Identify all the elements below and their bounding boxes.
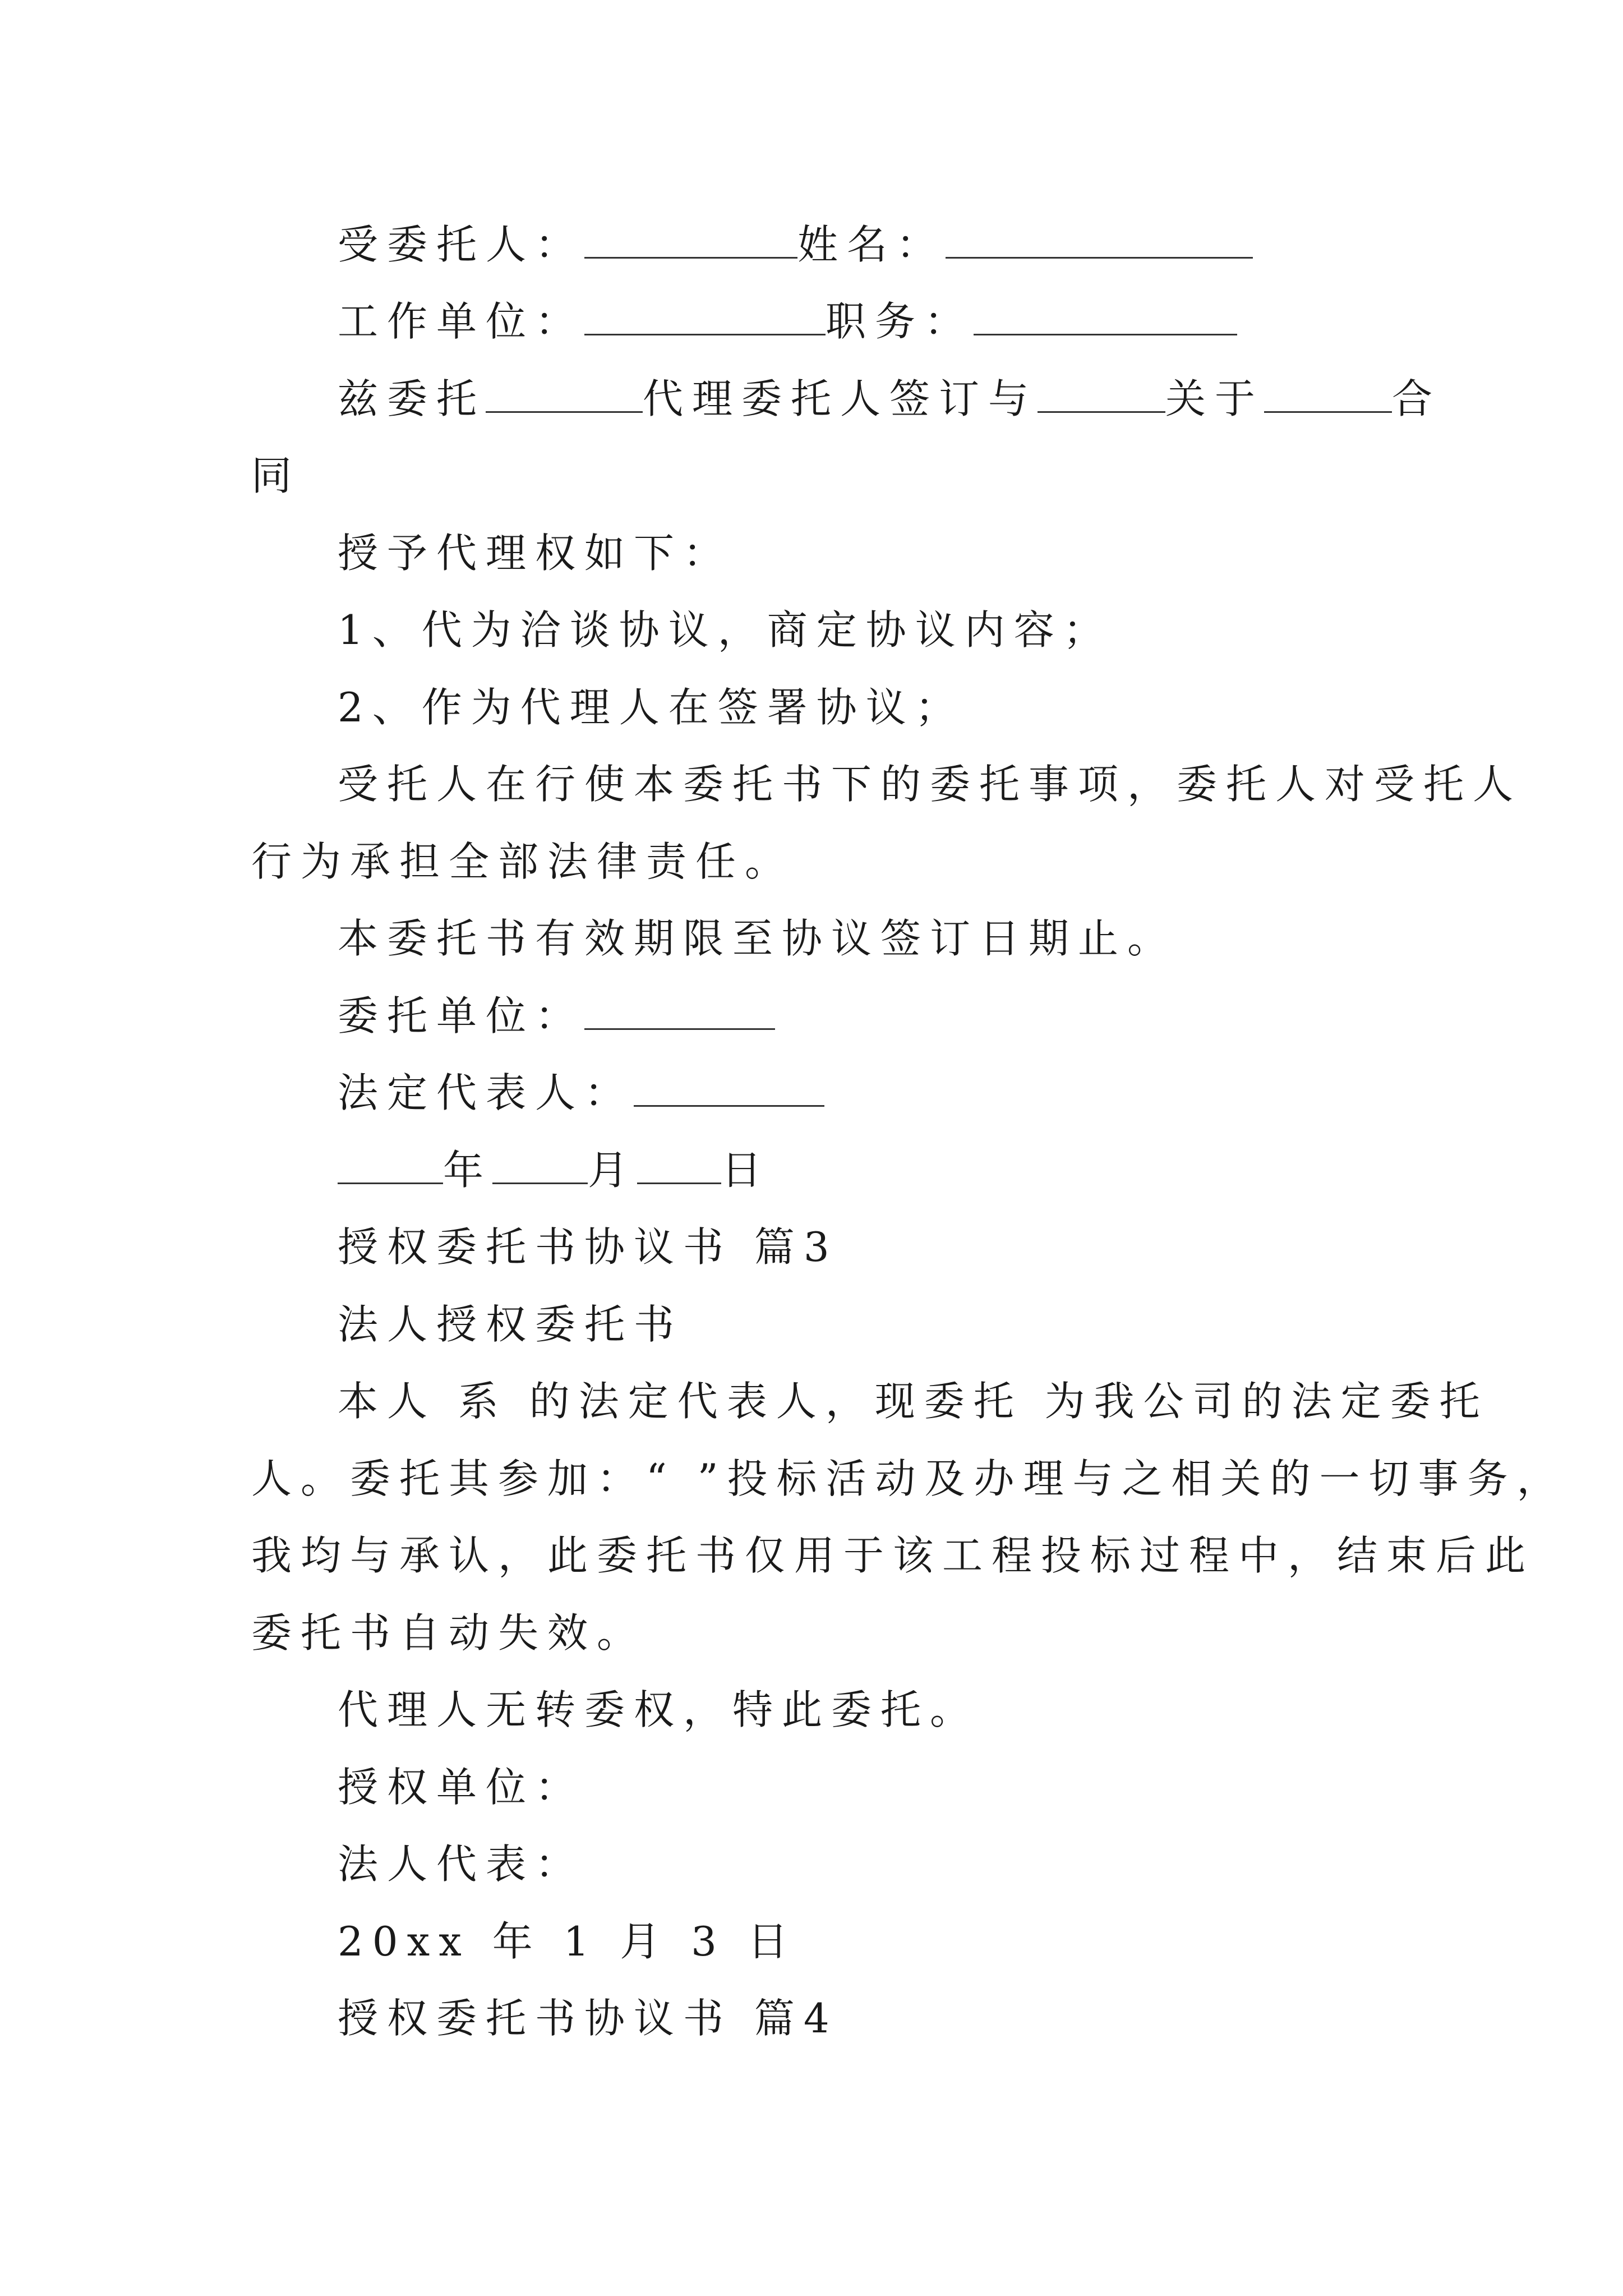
section-3-date: 20xx 年 1 月 3 日 [338, 1918, 797, 1965]
authorization-part-2: 代理委托人签订与 [643, 375, 1038, 422]
day-blank [637, 1150, 721, 1184]
power-item-1: 1、代为洽谈协议，商定协议内容； [338, 606, 1113, 654]
powers-intro: 授予代理权如下： [338, 530, 733, 577]
legal-rep-blank [634, 1073, 824, 1107]
principal-unit-line [338, 992, 775, 1039]
legal-rep-label: 法定代表人： [338, 1069, 634, 1116]
month-label: 月 [588, 1147, 638, 1194]
authorization-part-3: 关于 [1165, 375, 1265, 422]
power-item-2: 2、作为代理人在签署协议； [338, 684, 965, 731]
year-blank [338, 1150, 443, 1184]
subject-blank [1264, 379, 1392, 413]
name-label: 姓名： [797, 221, 946, 268]
position-label: 职务： [826, 298, 974, 345]
authorization-line [338, 375, 1442, 422]
responsibility-line-1: 受托人在行使本委托书下的委托事项，委托人对受托人 [338, 761, 1523, 808]
principal-unit-blank [584, 996, 775, 1030]
work-unit-line [338, 298, 1237, 345]
section-4-heading: 授权委托书协议书 篇4 [338, 1995, 838, 2042]
section-3-heading: 授权委托书协议书 篇3 [338, 1223, 838, 1271]
legal-rep-line [338, 1069, 824, 1116]
legal-representative-label: 法人代表： [338, 1841, 585, 1888]
agent-blank [584, 224, 797, 259]
work-unit-label: 工作单位： [338, 298, 585, 345]
month-blank [492, 1150, 588, 1184]
agent-name-blank [486, 379, 643, 413]
section-3-body-line-3: 我均与承认，此委托书仅用于该工程投标过程中，结束后此 [251, 1532, 1535, 1579]
responsibility-line-2: 行为承担全部法律责任。 [251, 838, 795, 885]
authorization-part-4: 合 [1392, 375, 1442, 422]
authorization-part-1: 兹委托 [338, 375, 486, 422]
no-transfer-text: 代理人无转委权，特此委托。 [338, 1686, 980, 1733]
name-blank [946, 224, 1253, 259]
section-3-body-line-1: 本人 系 的法定代表人，现委托 为我公司的法定委托 [338, 1378, 1489, 1425]
position-blank [974, 301, 1237, 335]
agent-label: 受委托人： [338, 221, 585, 268]
authorization-wrap: 同 [251, 452, 301, 499]
authorizing-unit-label: 授权单位： [338, 1764, 585, 1811]
section-3-body-line-2: 人。委托其参加：“ ”投标活动及办理与之相关的一切事务， [251, 1455, 1566, 1502]
principal-unit-label: 委托单位： [338, 992, 585, 1039]
validity-text: 本委托书有效期限至协议签订日期止。 [338, 915, 1177, 962]
section-3-body-line-4: 委托书自动失效。 [251, 1609, 647, 1657]
agent-line [338, 221, 1253, 268]
party-blank [1038, 379, 1165, 413]
section-3-title: 法人授权委托书 [338, 1301, 684, 1348]
day-label: 日 [721, 1147, 771, 1194]
work-unit-blank [584, 301, 826, 335]
date-line [338, 1147, 771, 1194]
year-label: 年 [443, 1147, 493, 1194]
